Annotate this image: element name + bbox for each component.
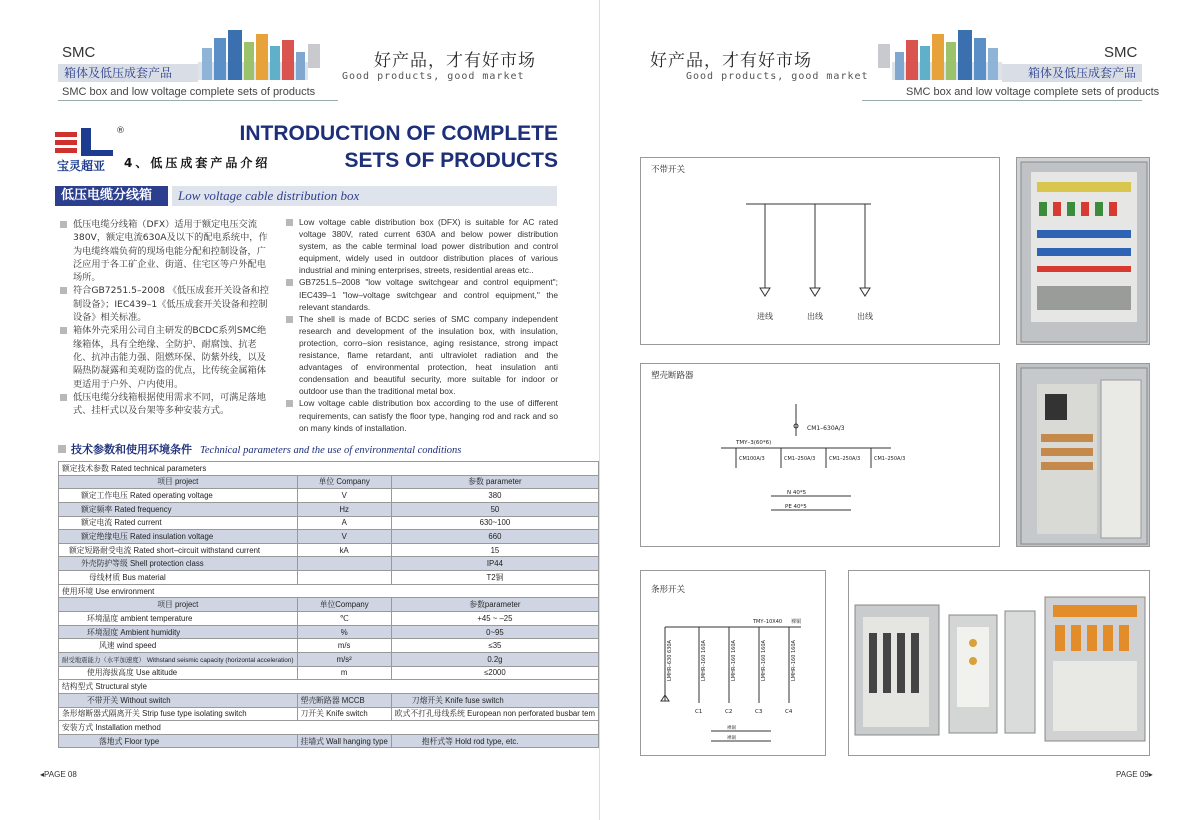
slogan-cn: 好产品，才有好市场 <box>374 51 536 71</box>
table-cell-item: 额定电流 Rated current <box>59 516 298 530</box>
diagram-label: CM100A/3 <box>739 456 765 462</box>
wiring-diagram-icon <box>641 364 999 546</box>
bullet-cn: 低压电缆分线箱（DFX）适用于额定电压交流380V，额定电流630A及以下的配电系统中，作为电缆终端负荷的现场电能分配和控制设备，广泛应用于各工矿企业、街道、住宅区等户外配电场所。 <box>60 218 274 284</box>
slogan-en: Good products, good market <box>342 71 525 82</box>
table-cell-unit: Hz <box>297 502 391 516</box>
spec-table <box>58 461 599 748</box>
table-cell-unit <box>297 571 391 585</box>
diagram-title: 条形开关 <box>651 585 686 595</box>
bullet-cn: 箱体外壳采用公司自主研发的BCDC系列SMC绝缘箱体，具有全绝缘、全防护、耐腐蚀、抗老化、抗冲击能力强、阻燃环保、防紫外线，以及隔热防凝露和美观防盗的优点，比传统金属箱体更适用于户外、户内使用。 <box>60 324 274 390</box>
table-cell-struct: 刀开关 Knife switch <box>297 707 391 721</box>
diagram-label: LMHR–630 630A <box>667 640 673 681</box>
diagram-label: CM1–250A/3 <box>874 456 906 462</box>
table-cell-value: ≤35 <box>391 639 598 653</box>
table-cell-unit: kA <box>297 543 391 557</box>
header-rule <box>862 100 1142 101</box>
table-cell-item: 环境湿度 Ambient humidity <box>59 625 298 639</box>
diagram-label: PE 40*5 <box>785 504 807 510</box>
bullets-cn <box>60 218 274 417</box>
wiring-diagram-icon <box>641 571 825 755</box>
diagram-title: 不带开关 <box>651 165 686 175</box>
cabinet-interior-icon <box>1017 364 1150 547</box>
bullet-cn: 低压电缆分线箱根据使用需求不同，可满足落地式、挂杆式以及台架等多种安装方式。 <box>60 391 274 418</box>
bullet-en: The shell is made of BCDC series of SMC company independent research and development of the insulation box, with insulation, protection, corro–sion resistance, aging resistance, strong impact resistance, flame retardant, anti ultraviolet radiation and the advantages of environmental protection, heat insulation anti condensation and beautiful security, more suitable for indoor or outdoor use than the traditional metal box. <box>286 313 558 398</box>
header-tab <box>878 44 890 68</box>
table-header-cell: 参数 parameter <box>391 475 598 489</box>
header-category-en: SMC box and low voltage complete sets of products <box>62 86 316 98</box>
diagram-label: 进线 <box>757 312 773 321</box>
table-cell-item: 额定绝缘电压 Rated insulation voltage <box>59 530 298 544</box>
diagram-label: LMHR–160 160A <box>701 640 707 681</box>
diagram-label: C4 <box>785 709 793 715</box>
header-category-cn: 箱体及低压成套产品 <box>1002 64 1142 82</box>
cabinet-photo-open <box>1016 157 1150 345</box>
table-header-cell: 单位Company <box>297 598 391 612</box>
cabinet-photo-mccb <box>1016 363 1150 547</box>
slogan-cn: 好产品，才有好市场 <box>650 51 812 71</box>
diagram-label: LMHR–160 160A <box>731 640 737 681</box>
table-cell-item: 外壳防护等级 Shell protection class <box>59 557 298 571</box>
table-cell-item: 母线材质 Bus material <box>59 571 298 585</box>
table-header-cell: 项目 project <box>59 475 298 489</box>
intro-title <box>210 120 558 174</box>
diagram-label: CM1–250A/3 <box>829 456 861 462</box>
table-cell-unit: V <box>297 530 391 544</box>
table-header-cell: 单位 Company <box>297 475 391 489</box>
intro-title-line-1: INTRODUCTION OF COMPLETE <box>239 122 558 145</box>
diagram-title: 塑壳断路器 <box>651 371 694 381</box>
table-cell-item: 风速 wind speed <box>59 639 298 653</box>
diagram-label: TMY–3(60*6) <box>736 440 772 446</box>
table-cell-value: T2铜 <box>391 571 598 585</box>
city-skyline-icon <box>892 28 1002 80</box>
right-page <box>600 0 1200 820</box>
diagram-mccb <box>640 363 1000 547</box>
bullet-cn: 符合GB7251.5–2008 《低压成套开关设备和控制设备》；IEC439–1《低压成套开关设备和控制设备》相关标准。 <box>60 284 274 324</box>
table-cell-install: 抱杆式等 Hold rod type, etc. <box>391 734 598 748</box>
section-title-cn: 4、低压成套产品介绍 <box>124 156 271 170</box>
table-cell-item: 额定短路耐受电流 Rated short–circuit withstand current <box>59 543 298 557</box>
cabinet-interior-icon <box>1017 158 1150 345</box>
diagram-no-switch <box>640 157 1000 345</box>
table-section-install: 安装方式 Installation method <box>59 721 599 735</box>
table-cell-struct: 条形熔断器式隔离开关 Strip fuse type isolating switch <box>59 707 298 721</box>
intro-title-line-2: SETS OF PRODUCTS <box>344 149 558 172</box>
city-skyline-icon <box>198 28 308 80</box>
table-cell-value: 50 <box>391 502 598 516</box>
diagram-label: C1 <box>695 709 703 715</box>
table-cell-unit: m/s² <box>297 652 391 666</box>
table-cell-struct: 塑壳断路器 MCCB <box>297 693 391 707</box>
bullet-en: Low voltage cable distribution box according to the use of different requirements, can satisfy the floor type, hanging rod and rack and so on many kinds of installation. <box>286 397 558 433</box>
header-category-cn: 箱体及低压成套产品 <box>58 64 198 82</box>
diagram-label: C2 <box>725 709 733 715</box>
diagram-label: N 40*5 <box>787 490 807 496</box>
diagram-label: 裸铜 <box>727 726 736 731</box>
cabinets-photo-group <box>848 570 1150 756</box>
diagram-label: 裸铜 <box>727 736 736 741</box>
table-cell-unit: % <box>297 625 391 639</box>
tech-heading: 技术参数和使用环境条件 Technical parameters and the use of environmental conditions <box>58 441 461 457</box>
diagram-label: LMHR–160 160A <box>761 640 767 681</box>
diagram-label: TMY–10X40 <box>753 619 783 625</box>
table-cell-struct: 不带开关 Without switch <box>59 693 298 707</box>
diagram-label: 出线 <box>857 312 873 321</box>
table-cell-value: IP44 <box>391 557 598 571</box>
header-category-en: SMC box and low voltage complete sets of products <box>906 86 1160 98</box>
table-cell-value: 380 <box>391 489 598 503</box>
table-cell-item: 环境温度 ambient temperature <box>59 612 298 626</box>
table-cell-item: 额定工作电压 Rated operating voltage <box>59 489 298 503</box>
diagram-label: C3 <box>755 709 763 715</box>
diagram-strip-switch <box>640 570 826 756</box>
slogan-en: Good products, good market <box>686 71 869 82</box>
diagram-label: 出线 <box>807 312 823 321</box>
header-smc: SMC <box>1104 44 1138 61</box>
diagram-label: CM1–630A/3 <box>807 425 845 432</box>
table-cell-item: 耐受地震能力（水平加速度） Withstand seismic capacity (horizontal acceleration) <box>59 652 298 666</box>
table-cell-unit: V <box>297 489 391 503</box>
bullet-en: Low voltage cable distribution box (DFX) is suitable for AC rated voltage 380V, rated current 630A and below power distribution system, as the cable terminal load power distribution and control equipment, widely used in outdoor distribution places of various industrial and mining enterprises, streets, residential areas etc.. <box>286 216 558 276</box>
table-cell-unit: ℃ <box>297 612 391 626</box>
table-header-cell: 参数parameter <box>391 598 598 612</box>
table-cell-unit: A <box>297 516 391 530</box>
product-band-cn: 低压电缆分线箱 <box>55 186 168 206</box>
table-cell-value: 15 <box>391 543 598 557</box>
cabinet-group-icon <box>849 571 1150 756</box>
table-section-env: 使用环境 Use environment <box>59 584 599 598</box>
page-number: PAGE 09▸ <box>1116 770 1153 779</box>
table-cell-value: ≤2000 <box>391 666 598 680</box>
table-cell-value: 630~100 <box>391 516 598 530</box>
bullet-en: GB7251.5–2008 "low voltage switchgear and control equipment"; IEC439–1 "low–voltage switchgear and control equipment," the relevant standards. <box>286 276 558 312</box>
table-cell-install: 落地式 Floor type <box>59 734 298 748</box>
table-cell-item: 额定频率 Rated frequency <box>59 502 298 516</box>
diagram-label: 裸铜 <box>791 619 802 625</box>
table-cell-value: 0~95 <box>391 625 598 639</box>
table-cell-item: 使用海拔高度 Use altitude <box>59 666 298 680</box>
page-number: ◂PAGE 08 <box>40 770 77 779</box>
table-cell-value: 660 <box>391 530 598 544</box>
header-smc: SMC <box>62 44 96 61</box>
table-cell-unit: m/s <box>297 639 391 653</box>
header-rule <box>58 100 338 101</box>
product-band-en: Low voltage cable distribution box <box>172 186 557 206</box>
table-section-rated: 额定技术参数 Rated technical parameters <box>59 462 599 476</box>
brand-name-cn: 宝灵超亚 <box>57 159 106 173</box>
diagram-label: LMHR–160 160A <box>791 640 797 681</box>
table-cell-struct: 刀熔开关 Knife fuse switch <box>391 693 598 707</box>
table-cell-install: 挂墙式 Wall hanging type <box>297 734 391 748</box>
bullets-en <box>286 216 558 434</box>
table-cell-value: +45 ~ –25 <box>391 612 598 626</box>
diagram-label: CM1–250A/3 <box>784 456 816 462</box>
registered-mark: ® <box>116 126 125 136</box>
wiring-diagram-icon <box>641 158 999 344</box>
table-section-structure: 结构型式 Structural style <box>59 680 599 694</box>
table-cell-value: 0.2g <box>391 652 598 666</box>
table-cell-unit: m <box>297 666 391 680</box>
table-cell-struct: 欧式不打孔母线系统 European non perforated busbar tem <box>391 707 598 721</box>
header-tab <box>308 44 320 68</box>
table-cell-unit <box>297 557 391 571</box>
table-header-cell: 项目 project <box>59 598 298 612</box>
